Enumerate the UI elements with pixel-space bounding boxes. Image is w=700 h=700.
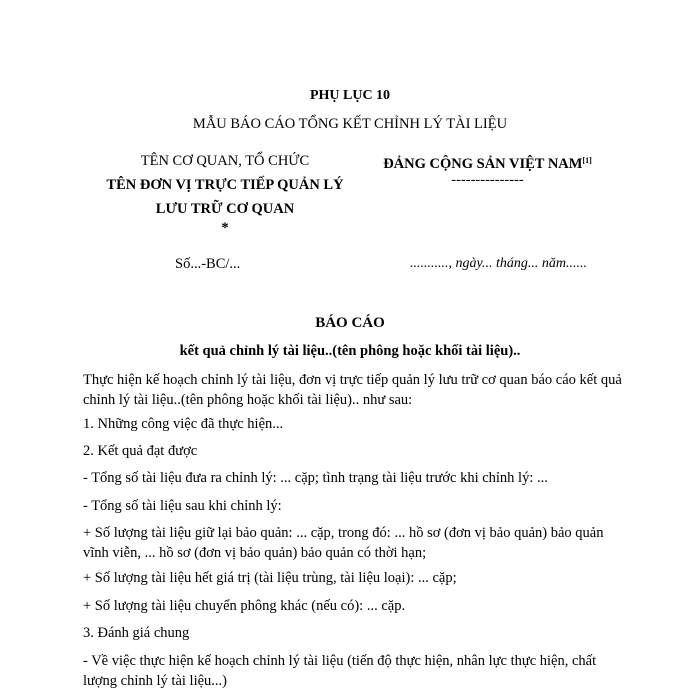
header-left [95,149,355,235]
paragraph-kept: + Số lượng tài liệu giữ lại bảo quản: ... cặp, trong đó: ... hồ sơ (đơn vị bảo quản) bảo quản vĩnh viễn, ... hồ sơ (đơn vị bảo quản) bảo quản có thời hạn; [83,525,604,561]
paragraph-intro: Thực hiện kế hoạch chỉnh lý tài liệu, đơn vị trực tiếp quản lý lưu trữ cơ quan báo cáo kết quả chỉnh lý tài liệu..(tên phông hoặc khối tài liệu).. như sau: [83,372,622,408]
archive-unit-name: LƯU TRỮ CƠ QUAN [155,201,295,217]
paragraph-transferred: + Số lượng tài liệu chuyển phông khác (nếu có): ... cặp. [83,598,406,614]
paragraph-plan-assessment: - Về việc thực hiện kế hoạch chỉnh lý tài liệu (tiến độ thực hiện, nhân lực thực hiện, chất lượng chỉnh lý tài liệu...) [83,653,597,689]
paragraph-expired: + Số lượng tài liệu hết giá trị (tài liệu trùng, tài liệu loại): ... cặp; [83,570,457,586]
document-number: Số...-BC/... [175,256,241,272]
paragraph-total-input: - Tổng số tài liệu đưa ra chỉnh lý: ... cặp; tình trạng tài liệu trước khi chỉnh lý: ... [83,470,548,486]
paragraph-section-2: 2. Kết quả đạt được [83,443,198,459]
paragraph-section-3: 3. Đánh giá chung [83,625,190,641]
managing-unit-name: TÊN ĐƠN VỊ TRỰC TIẾP QUẢN LÝ [106,177,344,193]
header-divider: --------------- [451,172,524,188]
paragraph-section-1: 1. Những công việc đã thực hiện... [83,416,284,432]
party-name-text: ĐẢNG CỘNG SẢN VIỆT NAM [383,156,583,172]
document-date: ..........., ngày... tháng... năm...... [410,256,587,271]
header-star: * [221,220,229,236]
report-title: BÁO CÁO [315,315,385,331]
report-subtitle: kết quả chỉnh lý tài liệu..(tên phông hoặc khối tài liệu).. [179,343,521,359]
organization-name: TÊN CƠ QUAN, TỔ CHỨC [140,153,310,169]
form-title: MẪU BÁO CÁO TỔNG KẾT CHỈNH LÝ TÀI LIỆU [192,116,508,132]
appendix-title: PHỤ LỤC 10 [309,88,391,103]
header-right [355,149,620,188]
footnote-ref[interactable]: [1] [582,156,592,165]
paragraph-total-after: - Tổng số tài liệu sau khi chỉnh lý: [83,498,282,514]
